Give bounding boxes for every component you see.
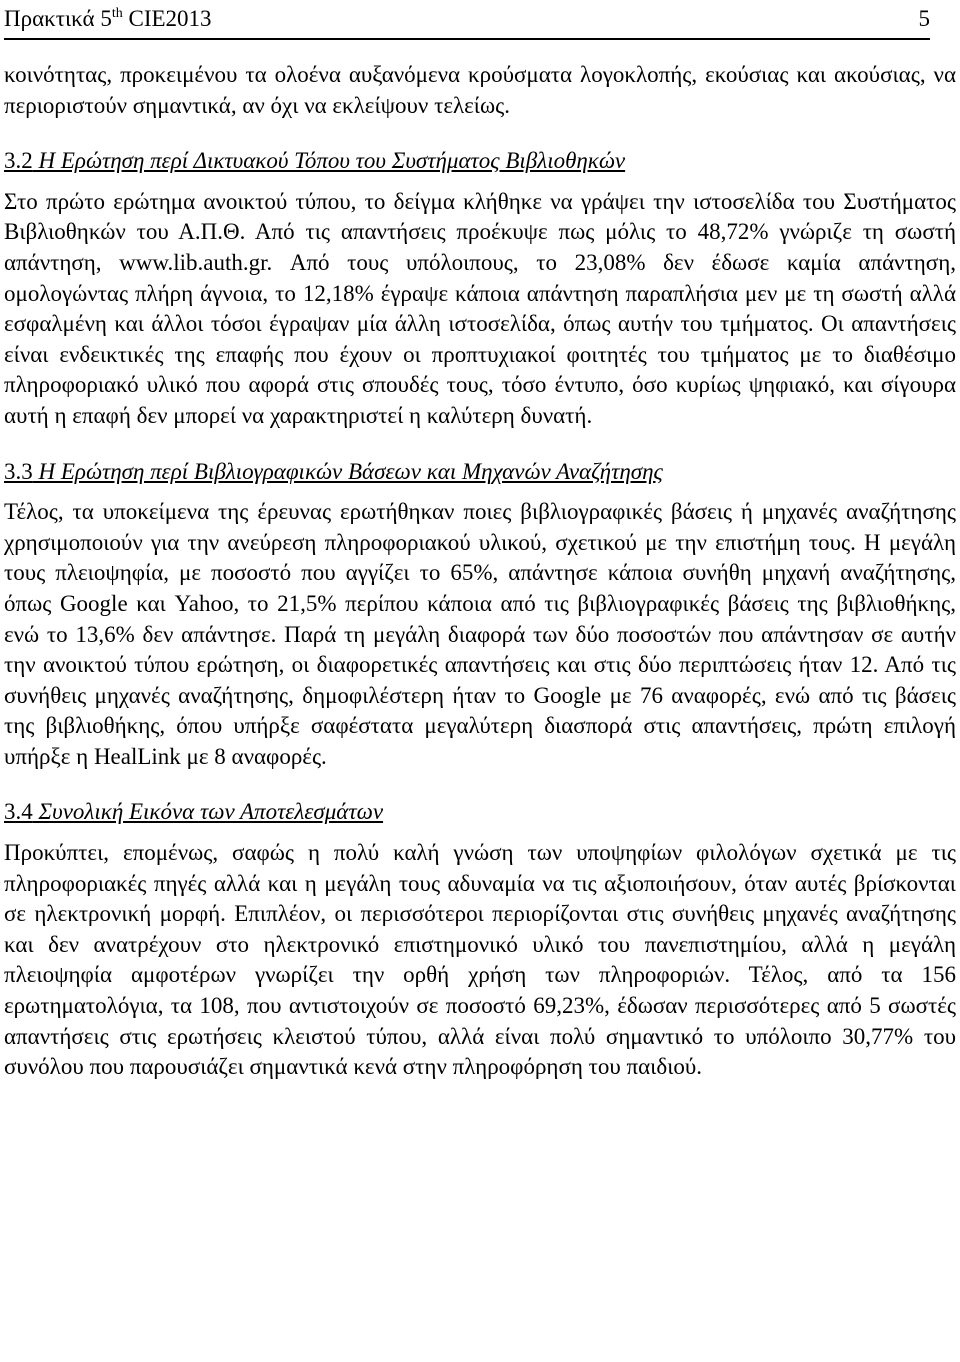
running-header <box>4 4 930 38</box>
header-divider <box>4 38 930 40</box>
intro-paragraph: κοινότητας, προκειμένου τα ολοένα αυξανόμενα κρούσματα λογοκλοπής, εκούσιας και ακούσιας, να περιοριστούν σημαντικά, αν όχι να εκλείψουν τελείως. <box>4 62 956 118</box>
section-3-3-paragraph: Τέλος, τα υποκείμενα της έρευνας ερωτήθηκαν ποιες βιβλιογραφικές βάσεις ή μηχανές αναζήτησης χρησιμοποιούν για την ανεύρεση πληροφοριακού υλικού, σχετικού με την επιστήμη τους. Η μεγάλη τους πλειοψηφία, με ποσοστό που αγγίζει το 65%, απάντησε κάποια συνήθη μηχανή αναζήτησης, όπως Google και Yahoo, το 21,5% περίπου κάποια από τις βιβλιογραφικές βάσεις της βιβλιοθήκης, ενώ το 13,6% δεν απάντησε. Παρά τη μεγάλη διαφορά των δύο ποσοστών που απάντησαν σε αυτήν την ανοικτού τύπου ερώτηση, οι διαφορετικές απαντήσεις και στις δύο περιπτώσεις ήταν 12. Από τις συνήθεις μηχανές αναζήτησης, δημοφιλέστερη ήταν το Google με 76 αναφορές, ενώ από τις βάσεις της βιβλιοθήκης, όπου υπήρξε σαφέστατα μεγαλύτερη διασπορά στις απαντήσεις, πρώτη επιλογή υπήρξε η HealLink με 8 αναφορές. <box>4 499 956 769</box>
section-heading-3-2 <box>4 146 956 177</box>
section-title: Η Ερώτηση περί Δικτυακού Τόπου του Συστήματος Βιβλιοθηκών <box>32 148 626 174</box>
section-number: 3.3 <box>4 458 33 484</box>
section-heading-3-3 <box>4 457 956 488</box>
section-number: 3.4 <box>4 799 33 825</box>
section-3-2-paragraph: Στο πρώτο ερώτημα ανοικτού τύπου, το δείγμα κλήθηκε να γράψει την ιστοσελίδα του Συστήματος Βιβλιοθηκών του Α.Π.Θ. Από τις απαντήσεις προέκυψε πως μόλις το 48,72% γνώριζε τη σωστή απάντηση, www.lib.auth.gr. Από τους υπόλοιπους, το 23,08% δεν έδωσε καμία απάντηση, ομολογώντας πλήρη άγνοια, το 12,18% έγραψε κάποια απάντηση παραπλήσια μεν με τη σωστή αλλά εσφαλμένη και άλλοι τόσοι έγραψαν μία άλλη ιστοσελίδα, όπως αυτήν του τμήματος. Οι απαντήσεις είναι ενδεικτικές της επαφής που έχουν οι προπτυχιακοί φοιτητές του τμήματος με το διαθέσιμο πληροφοριακό υλικό που αφορά στις σπουδές τους, τόσο έντυπο, όσο κυρίως ψηφιακό, και σίγουρα αυτή η επαφή δεν μπορεί να χαρακτηριστεί η καλύτερη δυνατή. <box>4 188 956 428</box>
spacer <box>4 432 956 457</box>
spacer <box>4 828 956 838</box>
proceedings-title-prefix: Πρακτικά 5 <box>4 6 112 31</box>
proceedings-title-superscript: th <box>111 6 123 21</box>
section-title: Η Ερώτηση περί Βιβλιογραφικών Βάσεων και Μηχανών Αναζήτησης <box>32 458 663 484</box>
spacer <box>4 177 956 187</box>
proceedings-title-suffix: CIE2013 <box>122 6 212 31</box>
spacer <box>4 487 956 497</box>
spacer <box>4 772 956 797</box>
spacer <box>4 121 956 146</box>
section-number: 3.2 <box>4 148 33 174</box>
proceedings-title <box>4 4 212 34</box>
section-3-4-paragraph: Προκύπτει, επομένως, σαφώς η πολύ καλή γνώση των υποψηφίων φιλολόγων σχετικά με τις πληροφοριακές πηγές αλλά και η μεγάλη τους αδυναμία να τις αξιοποιήσουν, όταν αυτές βρίσκονται σε ηλεκτρονική μορφή. Επιπλέον, οι περισσότεροι περιορίζονται στις συνήθεις μηχανές αναζήτησης και δεν ανατρέχουν στο ηλεκτρονικό επιστημονικό υλικό του πανεπιστημίου, αλλά η μεγάλη πλειοψηφία αμφοτέρων γνωρίζει την ορθή χρήση των πληροφοριών. Τέλος, από τα 156 ερωτηματολόγια, τα 108, που αντιστοιχούν σε ποσοστό 69,23%, έδωσαν περισσότερες από 5 σωστές απαντήσεις στις ερωτήσεις κλειστού τύπου, αλλά είναι πολύ σημαντικό το υπόλοιπο 30,77% του συνόλου που παρουσιάζει σημαντικά κενά στην πληροφόρηση του παιδιού. <box>4 840 956 1080</box>
section-heading-3-4 <box>4 797 956 828</box>
body-text <box>4 60 956 1083</box>
section-title: Συνολική Εικόνα των Αποτελεσμάτων <box>32 799 384 825</box>
page-number: 5 <box>918 6 930 31</box>
